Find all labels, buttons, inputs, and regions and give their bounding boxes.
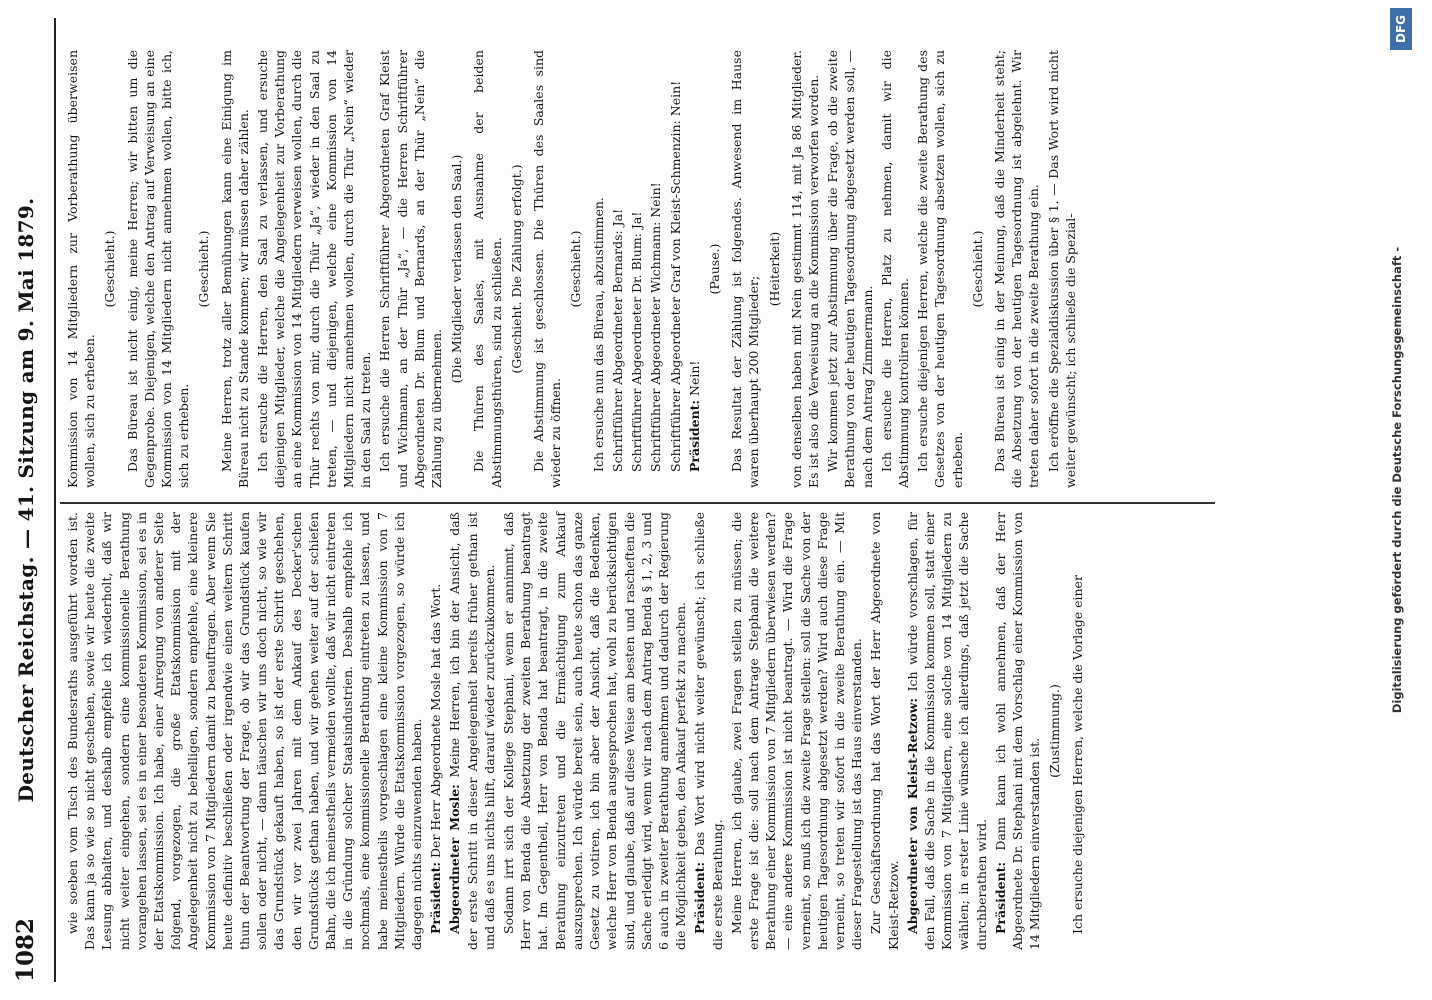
text-paragraph: Ich ersuche diejenigen Herren, welche die zweite Berathung des Gesetzes von der heutigen Tagesordnung absetzen wollen, sich zu erheben. [915,50,965,488]
text-paragraph: Das Resultat der Zählung ist folgendes. Anwesend im Hause waren überhaupt 200 Mitglieder; [729,50,762,488]
stage-direction: (Pause.) [706,243,722,295]
speaker-label: Präsident: [686,399,702,472]
text-paragraph: Das Büreau ist nicht einig, meine Herren; wir bitten um die Gegenprobe. Diejenigen, welche den Antrag auf Verweisung an eine Kommission von 14 Mitgliedern nicht annehmen wollen, bitte ich, sich zu erheben. [124,50,192,488]
text-paragraph [904,512,990,950]
speech-text: Ich würde vorschlagen, für den Fall, daß die Sache in die Kommission kommen soll, statt einer Kommission von 7 Mitgliedern, eine solche von 14 Mitgliedern zu wählen; in erster Linie wünsche ich allerdings, daß jetzt die Sache durchberathen wird. [904,511,989,950]
stage-direction: (Geschieht.) [568,230,584,308]
page-number: 1082 [12,917,39,982]
text-paragraph: Schriftführer Abgeordneter Wichmann: Nein! [648,182,664,472]
header-rule [54,18,56,982]
speaker-label: Abgeordneter von Kleist-Retzow: [904,698,920,934]
speech-text: Meine Herren, ich bin der Ansicht, daß der erste Schritt in dieser Angelegenheit bereits früher gethan ist und daß es uns nichts hilft, darauf wieder zurückzukommen. [447,512,497,950]
text-paragraph: Die Thüren des Saales, mit Ausnahme der beiden Abstimmungsthüren, sind zu schließen. [471,50,504,488]
stage-direction: (Die Mitglieder verlassen den Saal.) [449,154,465,384]
text-paragraph: Ich ersuche die Herren, den Saal zu verlassen, und ersuche diejenigen Mitglieder, welche die Angelegenheit zur Vorberathung an eine Kommission von 14 Mitgliedern verweisen wollen, durch die Thür rechts von mir, durch die Thür „Ja“, wieder in den Saal zu treten, — und diejenigen, welche eine Kommission von 14 Mitgliedern nicht annehmen wollen, durch die Thür „Nein“ wieder in den Saal zu treten. [255,50,374,488]
text-paragraph [992,512,1044,950]
text-paragraph: Sodann irrt sich der Kollege Stephani, wenn er annimmt, daß Herr von Benda die Absetzung der zweiten Berathung beantragt hat. Im Gegentheil, Herr von Benda hat beantragt, in die zweite Berathung einzutreten und die Ermächtigung zum Ankauf auszusprechen. Ich würde bereit sein, auch heute schon das ganze Gesetz zu votiren, ich bin aber der Ansicht, daß die Bedenken, welche Herr von Benda ausgesprochen hat, wohl zu berücksichtigen sind, und glaube, daß auf diese Weise am besten und rascheften die Sache erledigt wird, wenn wir nach dem Antrag Benda § 1, 2, 3 und 6 auch in zweiter Berathung annehmen und dadurch der Regierung die Möglichkeit geben, den Ankauf perfekt zu machen. [501,512,689,950]
speaker-label: Präsident: [692,861,708,934]
text-paragraph: Ich ersuche nun das Büreau, abzustimmen. [590,197,606,472]
stage-direction: (Zustimmung.) [1047,684,1063,778]
text-paragraph: Kommission von 14 Mitgliedern zur Vorberathung überweisen wollen, sich zu erheben. [65,50,98,488]
text-paragraph: wie soeben vom Tisch des Bundesraths ausgeführt worden ist. Das kann ja so wie so nicht geschehen, sowie wir heute die zweite Lesung abhalten, und deshalb empfehle ich wiederholt, daß wir nicht weiter eingehen, sondern eine kommissionelle Berathung vorangehen lassen, sei es in einer besonderen Kommission, sei es in der Etatskommission. Ich habe, einer Anregung von anderer Seite folgend, vorgezogen, die große Etatskommission mit der Angelegenheit nicht zu behelligen, sondern empfehle, eine kleinere Kommission von 7 Mitgliedern damit zu beauftragen. Aber wenn Sie heute definitiv beschließen oder irgendwie einen weitern Schritt thun der Beantwortung der Frage, ob wir das Grundstück kaufen sollen oder nicht, — dann täuschen wir uns doch nicht, so wie wir das Grundstück gekauft haben, so ist der erste Schritt geschehen, den wir vor zwei Jahren mit dem Ankauf des Decker'schen Grundstücks gethan haben, und wir gehen weiter auf der schiefen Bahn, die ich meinestheils vermeiden wollte, daß wir nicht eintreten in die Gründung solcher Staatsindustrien. Deshalb empfehle ich nochmals, eine kommissionelle Berathung eintreten zu lassen, und habe meinestheils vorgeschlagen eine kleine Kommission von 7 Mitgliedern. Würde die Etatskommission vorgezogen, so würde ich dagegen nichts einzuwenden haben. [65,512,425,950]
dfg-logo: DFG [1390,8,1412,50]
page-title: Deutscher Reichstag. — 41. Sitzung am 9. Mai 1879. [14,197,38,803]
text-paragraph [427,512,444,950]
text-paragraph: Meine Herren, ich glaube, zwei Fragen stellen zu müssen; die erste Frage ist die: soll nach dem Antrage Stephani die weitere Berathung einer Kommission von 7 Mitgliedern überwiesen werden? — eine andere Kommission ist nicht beantragt. — Wird die Frage verneint, so muß ich die zweite Frage stellen: soll die Sache von der heutigen Tagesordnung abgesetzt werden? Wird auch diese Frage verneint, so treten wir sofort in die zweite Berathung ein. — Mit dieser Fragestellung ist das Haus einverstanden. [728,512,865,950]
speaker-label: Präsident: [992,861,1008,934]
text-paragraph: Schriftführer Abgeordneter Graf von Kleist-Schmenzin: Nein! [667,80,683,472]
right-text-column [64,50,1214,488]
stage-direction: (Geschieht.) [196,230,212,308]
speaker-label: Präsident: [428,861,444,934]
text-paragraph: Wir kommen jetzt zur Abstimmung über die Frage, ob die zweite Berathung von der heutigen Tagesordnung abgesetzt werden soll, — nach dem Antrag Zimmermann. [825,50,875,488]
text-paragraph: Ich ersuche die Herren, Platz zu nehmen, damit wir die Abstimmung kontroliren können. [878,50,911,488]
text-paragraph: Schriftführer Abgeordneter Dr. Blum: Ja! [629,211,645,472]
text-paragraph [446,512,498,950]
text-paragraph: Ich ersuche die Herren Schriftführer Abgeordneten Graf Kleist und Wichmann, an der Thür „Ja“, — die Herren Schriftführer Abgeordneten Dr. Blum und Bernards, an der Thür „Nein“ die Zählung zu übernehmen. [377,50,445,488]
speaker-label: Abgeordneter Mosle: [447,784,463,934]
text-paragraph: Schriftführer Abgeordneter Bernards: Ja! [609,208,625,472]
text-paragraph: Ich eröffne die Spezialdiskussion über § 1. — Das Wort wird nicht weiter gewünscht; ich schließe die Spezial- [1045,50,1078,488]
text-paragraph: Das Büreau ist einig in der Meinung, daß die Minderheit steht; die Absetzung von der heutigen Tagesordnung ist abgelehnt. Wir treten daher sofort in die zweite Berathung ein. [991,50,1042,488]
speech-text: Der Herr Abgeordnete Mosle hat das Wort. [428,583,444,858]
stage-direction: (Geschieht. Die Zählung erfolgt.) [508,164,524,374]
stage-direction: (Heiterkeit) [766,231,782,307]
stage-direction: (Geschieht.) [969,230,985,308]
text-paragraph [691,512,725,950]
speech-text: Nein! [686,360,702,396]
left-text-column [64,511,1085,950]
speech-text: Das Wort wird nicht weiter gewünscht; ich schließe die erste Berathung. [692,512,725,950]
text-paragraph: Die Abstimmung ist geschlossen. Die Thüren des Saales sind wieder zu öffnen. [531,50,564,488]
digitization-credit: Digitalisierung gefördert durch die Deutsche Forschungsgemeinschaft - [1390,246,1404,714]
text-paragraph: Zur Geschäftsordnung hat das Wort der Herr Abgeordnete von Kleist-Retzow. [868,512,901,950]
column-divider [60,502,1215,504]
text-paragraph [686,50,703,488]
text-paragraph: von denselben haben mit Nein gestimmt 114, mit Ja 86 Mitglieder. Es ist also die Verweisung an die Kommission verworfen worden. [788,50,821,488]
text-paragraph: Meine Herren, trotz aller Bemühungen kann eine Einigung im Büreau nicht zu Stande kommen; wir müssen daher zählen. [218,50,251,488]
stage-direction: (Geschieht.) [102,230,118,308]
speech-text: Dann kann ich wohl annehmen, daß der Herr Abgeordnete Dr. Stephani mit dem Vorschlag einer Kommission von 14 Mitgliedern einverstanden ist. [992,512,1043,950]
text-paragraph: Ich ersuche diejenigen Herren, welche die Vorlage einer [1069,575,1085,934]
